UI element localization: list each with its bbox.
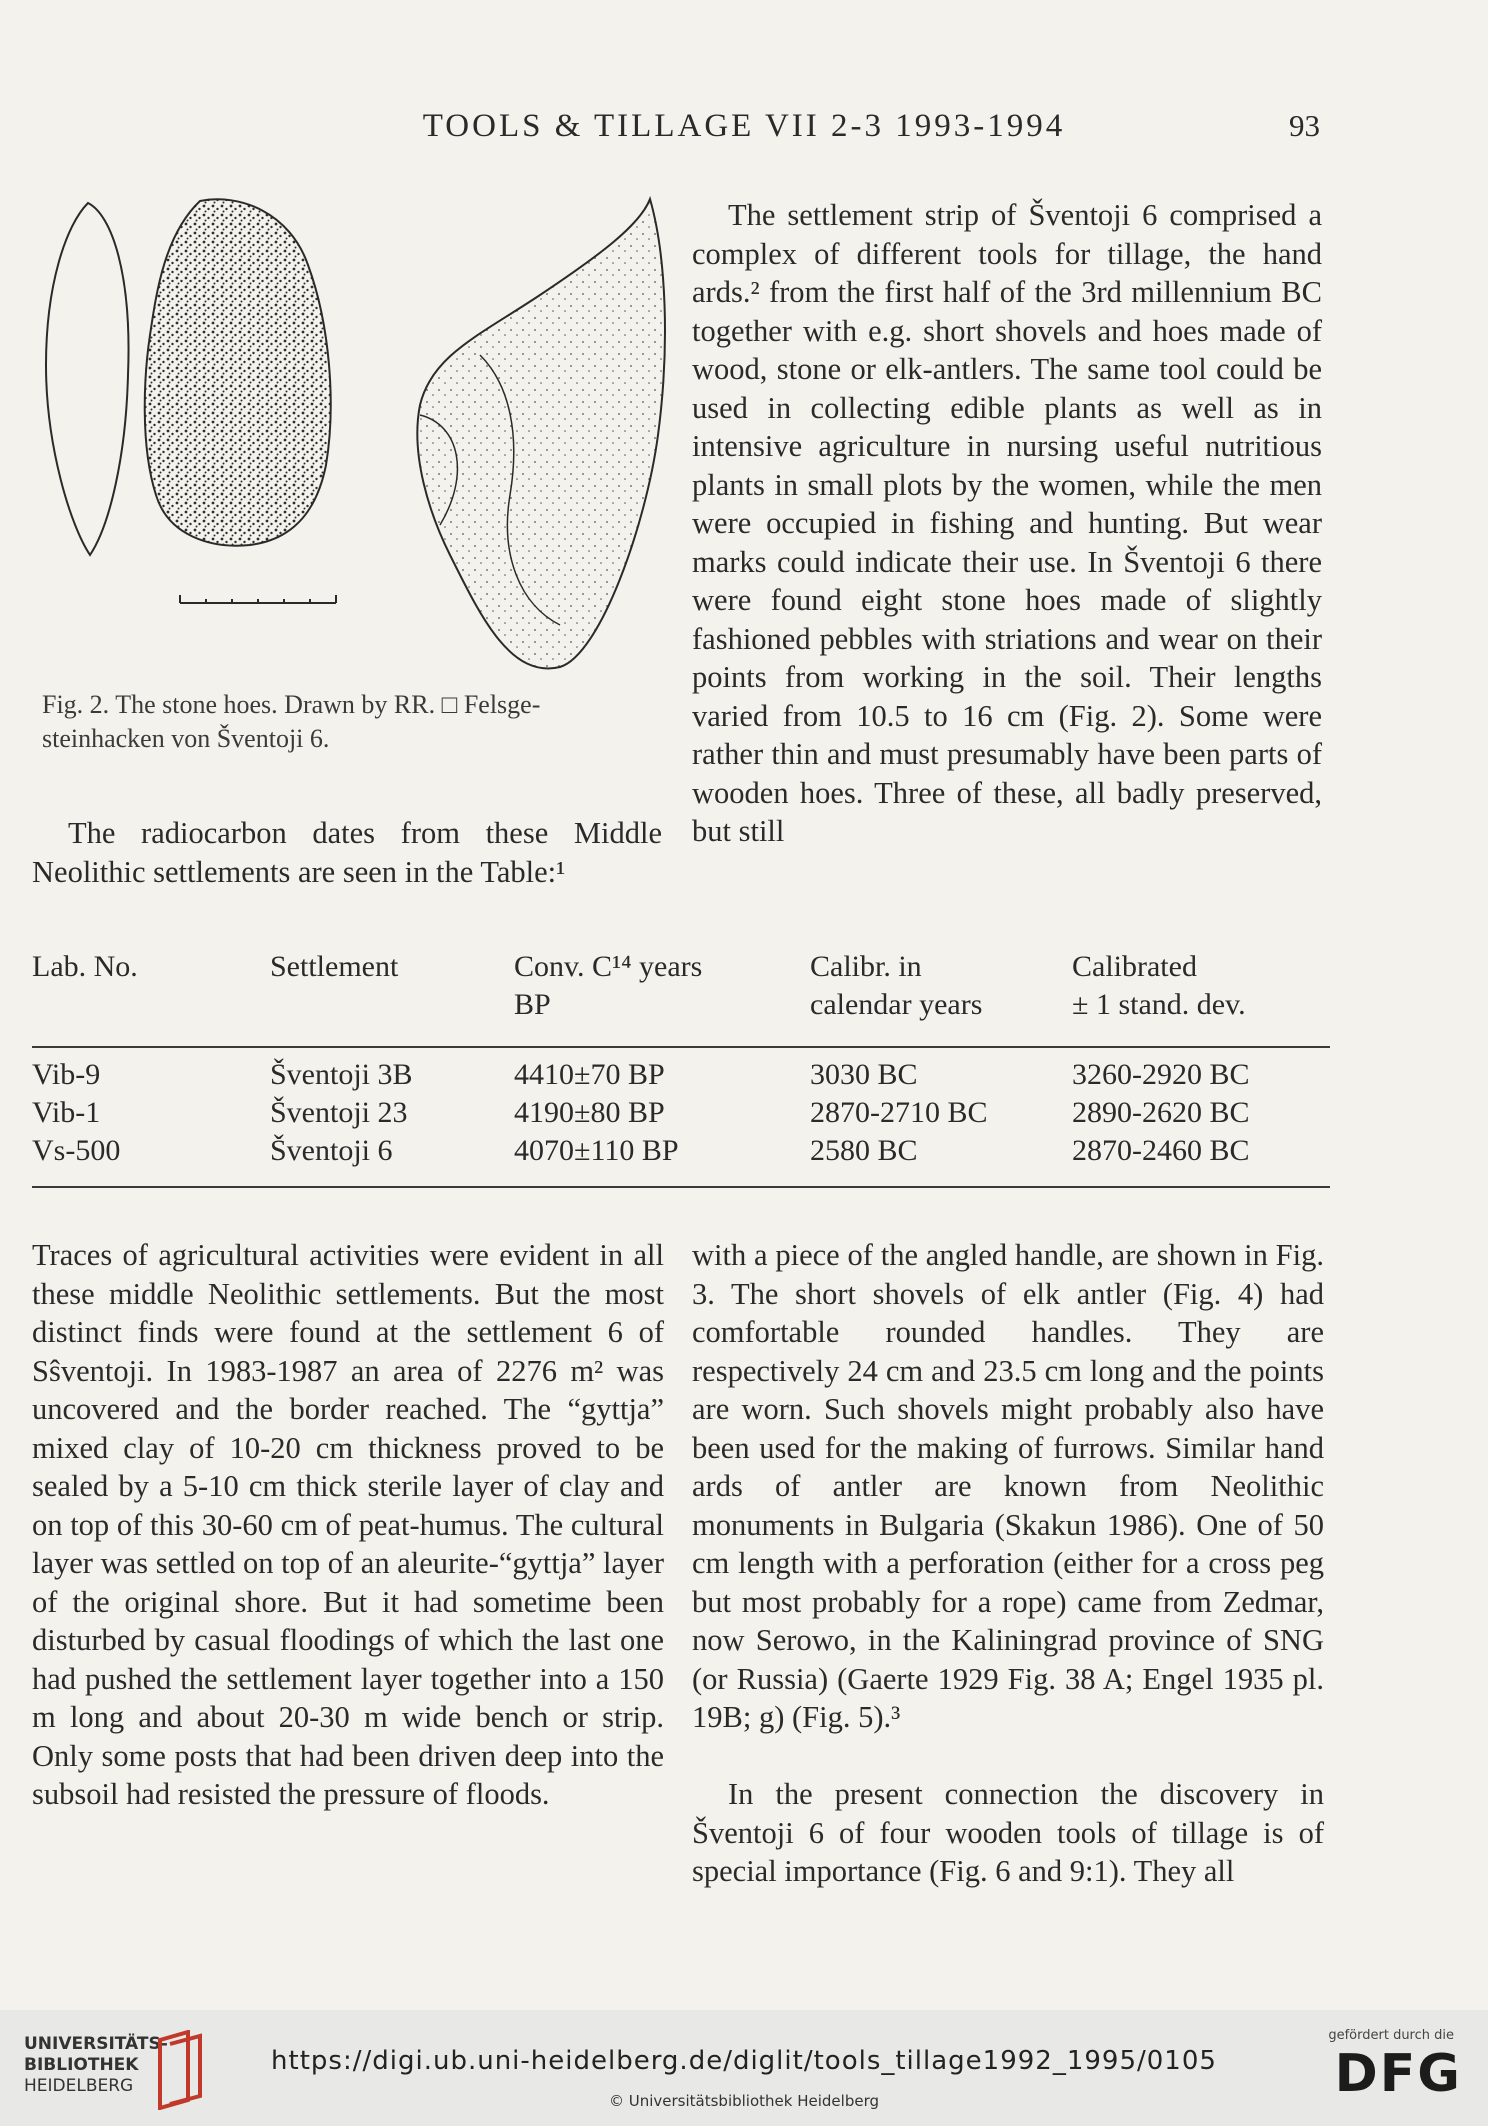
digital-copy-link[interactable]: https://digi.ub.uni-heidelberg.de/diglit/tools_tillage1992_1995/0105 — [271, 2046, 1217, 2076]
header-cell: Calibrated — [1072, 950, 1197, 983]
paragraph-right-bottom-2: In the present connection the discovery in Šventoji 6 of four wooden tools of tillage is of special importance (Fig. 6 and 9:1). They all — [692, 1777, 1324, 1888]
table-cell: 4410±70 BP — [514, 1058, 665, 1091]
header-cell: calendar years — [810, 988, 983, 1021]
hoe-side-outline — [46, 203, 129, 555]
scale-bar — [180, 595, 336, 603]
table-cell: 2890-2620 BC — [1072, 1096, 1250, 1129]
copyright-notice: © Universitätsbibliothek Heidelberg — [608, 2092, 879, 2110]
header-cell: Conv. C¹⁴ years — [514, 950, 703, 983]
funder-note: gefördert durch die — [1328, 2028, 1454, 2043]
caption-line-1: Fig. 2. The stone hoes. Drawn by RR. □ Felsge- — [42, 690, 541, 719]
table-row — [32, 1096, 1332, 1134]
table-cell: Vib-1 — [32, 1096, 101, 1129]
table-cell: Šventoji 3B — [270, 1058, 413, 1091]
table-cell: 2580 BC — [810, 1134, 918, 1167]
paragraph-left-bottom: Traces of agricultural activities were evident in all these middle Neolithic settlements. But the most distinct finds were found at the settlement 6 of Sŝventoji. In 1983-1987 an area of 2276 m² was uncovered and the border reached. The “gyttja” mixed clay of 10-20 cm thickness proved to be sealed by a 5-10 cm thick sterile layer of clay and on top of this 30-60 cm of peat-humus. The cultural layer was settled on top of an aleurite-“gyttja” layer of the original shore. But it had sometime been disturbed by casual floodings of which the last one had pushed the settlement layer together into a 150 m long and about 20-30 m wide bench or strip. Only some posts that had been driven deep into the subsoil had resisted the pressure of floods. — [32, 1238, 664, 1811]
table-cell: Vs-500 — [32, 1134, 121, 1167]
table-cell: 3260-2920 BC — [1072, 1058, 1250, 1091]
dfg-logo: DFG — [1334, 2044, 1462, 2104]
hoe-back-view — [417, 199, 665, 668]
paragraph-right-top: The settlement strip of Šventoji 6 comprised a complex of different tools for tillage, the hand ards.² from the first half of the 3rd millennium BC together with e.g. short shovels and hoes made of wood, stone or elk-antlers. The same tool could be used in collecting edible plants as well as in intensive agriculture in nursing useful nutritious plants in small plots by the women, while the men were occupied in fishing and hunting. But wear marks could indicate their use. In Šventoji 6 there were found eight stone hoes made of slightly fashioned pebbles with striations and wear on their points from working in the soil. Their lengths varied from 10.5 to 16 cm (Fig. 2). Some were rather thin and must presumably have been parts of wooden hoes. Three of these, all badly preserved, but still — [692, 198, 1322, 848]
running-head: TOOLS & TILLAGE VII 2-3 1993-1994 — [422, 108, 1066, 144]
header-cell: Lab. No. — [32, 950, 138, 983]
table-cell: 2870-2460 BC — [1072, 1134, 1250, 1167]
caption-line-2: steinhacken von Šventoji 6. — [42, 724, 330, 753]
table-bottom-rule — [32, 1186, 1330, 1188]
paragraph-right-bottom: with a piece of the angled handle, are shown in Fig. 3. The short shovels of elk antler (Fig. 4) had comfortable rounded handles. They are respectively 24 cm and 23.5 cm long and the points are worn. Such shovels might probably also have been used for the making of furrows. Similar hand ards of antler are known from Neolithic monuments in Bulgaria (Skakun 1986). One of 50 cm length with a perforation (either for a cross peg but most probably for a rope) came from Zedmar, now Serowo, in the Kaliningrad province of SNG (or Russia) (Gaerte 1929 Fig. 38 A; Engel 1935 pl. 19B; g) (Fig. 5).³ — [692, 1238, 1324, 1734]
header-cell: Calibr. in — [810, 950, 922, 983]
table-cell: 4070±110 BP — [514, 1134, 679, 1167]
hoe-front-view — [145, 199, 331, 545]
table-header-row-1 — [32, 950, 1332, 988]
table-top-rule — [32, 1046, 1330, 1048]
table-cell: 2870-2710 BC — [810, 1096, 988, 1129]
table-cell: 4190±80 BP — [514, 1096, 665, 1129]
stone-hoes-figure — [40, 195, 680, 675]
header-cell: BP — [514, 988, 551, 1021]
digitization-footer — [0, 2010, 1488, 2126]
table-row — [32, 1134, 1332, 1172]
table-header-row-2 — [32, 988, 1332, 1026]
table-cell: Vib-9 — [32, 1058, 101, 1091]
page-number: 93 — [1289, 108, 1320, 143]
header-cell: ± 1 stand. dev. — [1072, 988, 1246, 1021]
library-name-line-3: HEIDELBERG — [24, 2076, 134, 2096]
table-row — [32, 1058, 1332, 1096]
table-cell: 3030 BC — [810, 1058, 918, 1091]
library-name-line-1: UNIVERSITÄTS- — [24, 2034, 168, 2054]
paragraph-left-mid: The radiocarbon dates from these Middle Neolithic settlements are seen in the Table:¹ — [32, 816, 662, 889]
library-name-line-2: BIBLIOTHEK — [24, 2055, 139, 2075]
figure-caption — [42, 688, 672, 756]
table-cell: Šventoji 23 — [270, 1096, 408, 1129]
header-cell: Settlement — [270, 950, 399, 983]
table-cell: Šventoji 6 — [270, 1134, 393, 1167]
